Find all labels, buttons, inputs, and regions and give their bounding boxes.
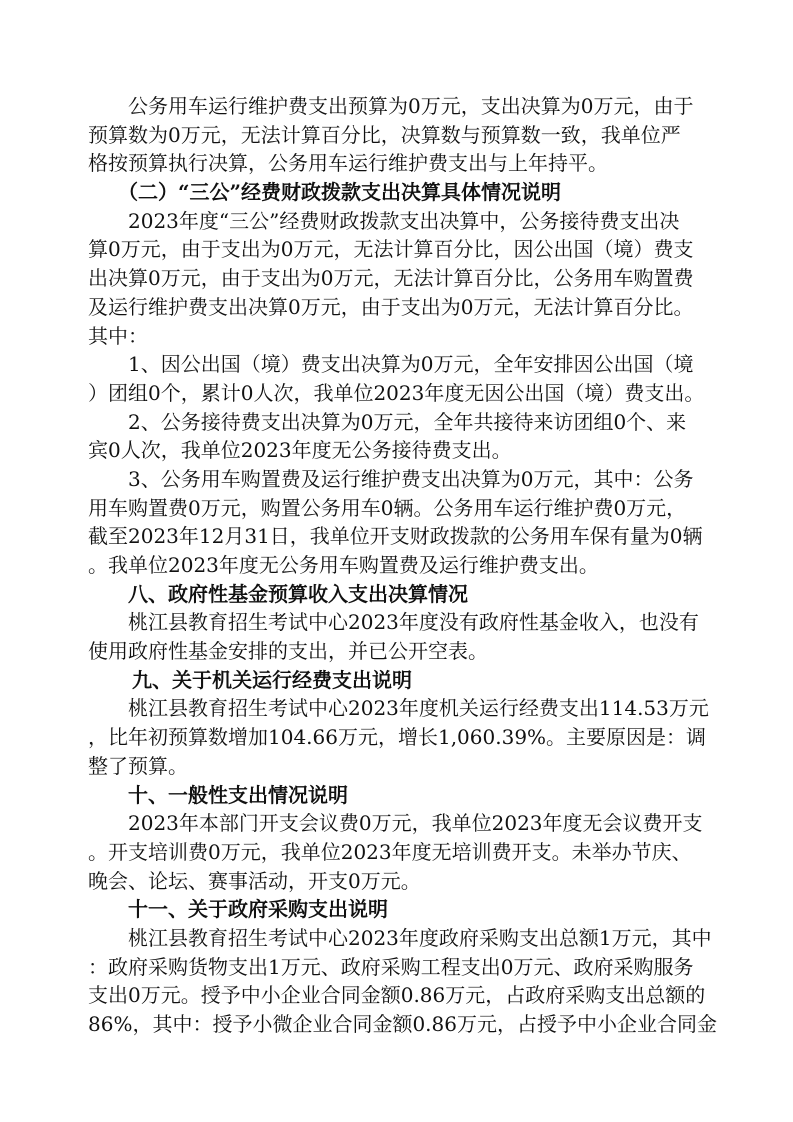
paragraph-first-line: 3、公务用车购置费及运行维护费支出决算为0万元，其中：公务 <box>128 466 694 491</box>
paragraph-line: 及运行维护费支出决算0万元，由于支出为0万元，无法计算百分比。 <box>88 294 694 319</box>
paragraph-line: 截至2023年12月31日，我单位开支财政拨款的公务用车保有量为0辆 <box>88 524 703 549</box>
paragraph-line: 算0万元，由于支出为0万元，无法计算百分比，因公出国（境）费支 <box>88 237 694 262</box>
paragraph-line: 86%，其中：授予小微企业合同金额0.86万元，占授予中小企业合同金 <box>88 1012 717 1036</box>
document-body <box>88 92 728 1039</box>
paragraph-line: 整了预算。 <box>88 753 188 778</box>
paragraph-line: 出决算0万元，由于支出为0万元，无法计算百分比，公务用车购置费 <box>88 266 694 291</box>
paragraph-line: 格按预算执行决算，公务用车运行维护费支出与上年持平。 <box>88 151 608 176</box>
paragraph-line: 宾0人次，我单位2023年度无公务接待费支出。 <box>88 438 512 463</box>
section-heading: 八、政府性基金预算收入支出决算情况 <box>128 581 468 606</box>
paragraph-first-line: 公务用车运行维护费支出预算为0万元，支出决算为0万元，由于 <box>128 94 694 118</box>
paragraph-line: 其中： <box>88 323 148 348</box>
section-heading: 十一、关于政府采购支出说明 <box>128 897 388 922</box>
paragraph-line: ，比年初预算数增加104.66万元，增长1,060.39%。主要原因是：调 <box>88 725 707 750</box>
paragraph-line: 预算数为0万元，无法计算百分比，决算数与预算数一致，我单位严 <box>88 122 681 147</box>
paragraph-first-line: 桃江县教育招生考试中心2023年度没有政府性基金收入，也没有 <box>128 610 699 635</box>
paragraph-first-line: 2023年度“三公”经费财政拨款支出决算中，公务接待费支出决 <box>128 208 680 233</box>
paragraph-line: 晚会、论坛、赛事活动，开支0万元。 <box>88 868 421 893</box>
paragraph-first-line: 桃江县教育招生考试中心2023年度政府采购支出总额1万元，其中 <box>128 925 712 950</box>
paragraph-line: 使用政府性基金安排的支出，并已公开空表。 <box>88 639 488 664</box>
section-heading: 九、关于机关运行经费支出说明 <box>132 667 412 692</box>
paragraph-line: ）团组0个，累计0人次，我单位2023年度无因公出国（境）费支出。 <box>88 380 705 405</box>
paragraph-first-line: 1、因公出国（境）费支出决算为0万元，全年安排因公出国（境 <box>128 352 694 377</box>
section-heading: 十、一般性支出情况说明 <box>128 782 348 807</box>
paragraph-first-line: 桃江县教育招生考试中心2023年度机关运行经费支出114.53万元 <box>128 696 709 721</box>
paragraph-line: 。我单位2023年度无公务用车购置费及运行维护费支出。 <box>88 553 599 577</box>
paragraph-first-line: 2023年本部门开支会议费0万元，我单位2023年度无会议费开支 <box>128 811 703 836</box>
paragraph-line: 。开支培训费0万元，我单位2023年度无培训费开支。未举办节庆、 <box>88 839 692 864</box>
paragraph-line: 支出0万元。授予中小企业合同金额0.86万元，占政府采购支出总额的 <box>88 983 706 1008</box>
paragraph-first-line: 2、公务接待费支出决算为0万元，全年共接待来访团组0个、来 <box>128 409 687 434</box>
paragraph-line: 用车购置费0万元，购置公务用车0辆。公务用车运行维护费0万元， <box>88 495 687 520</box>
paragraph-line: ：政府采购货物支出1万元、政府采购工程支出0万元、政府采购服务 <box>88 954 694 979</box>
subsection-heading: （二）“三公”经费财政拨款支出决算具体情况说明 <box>118 180 562 205</box>
